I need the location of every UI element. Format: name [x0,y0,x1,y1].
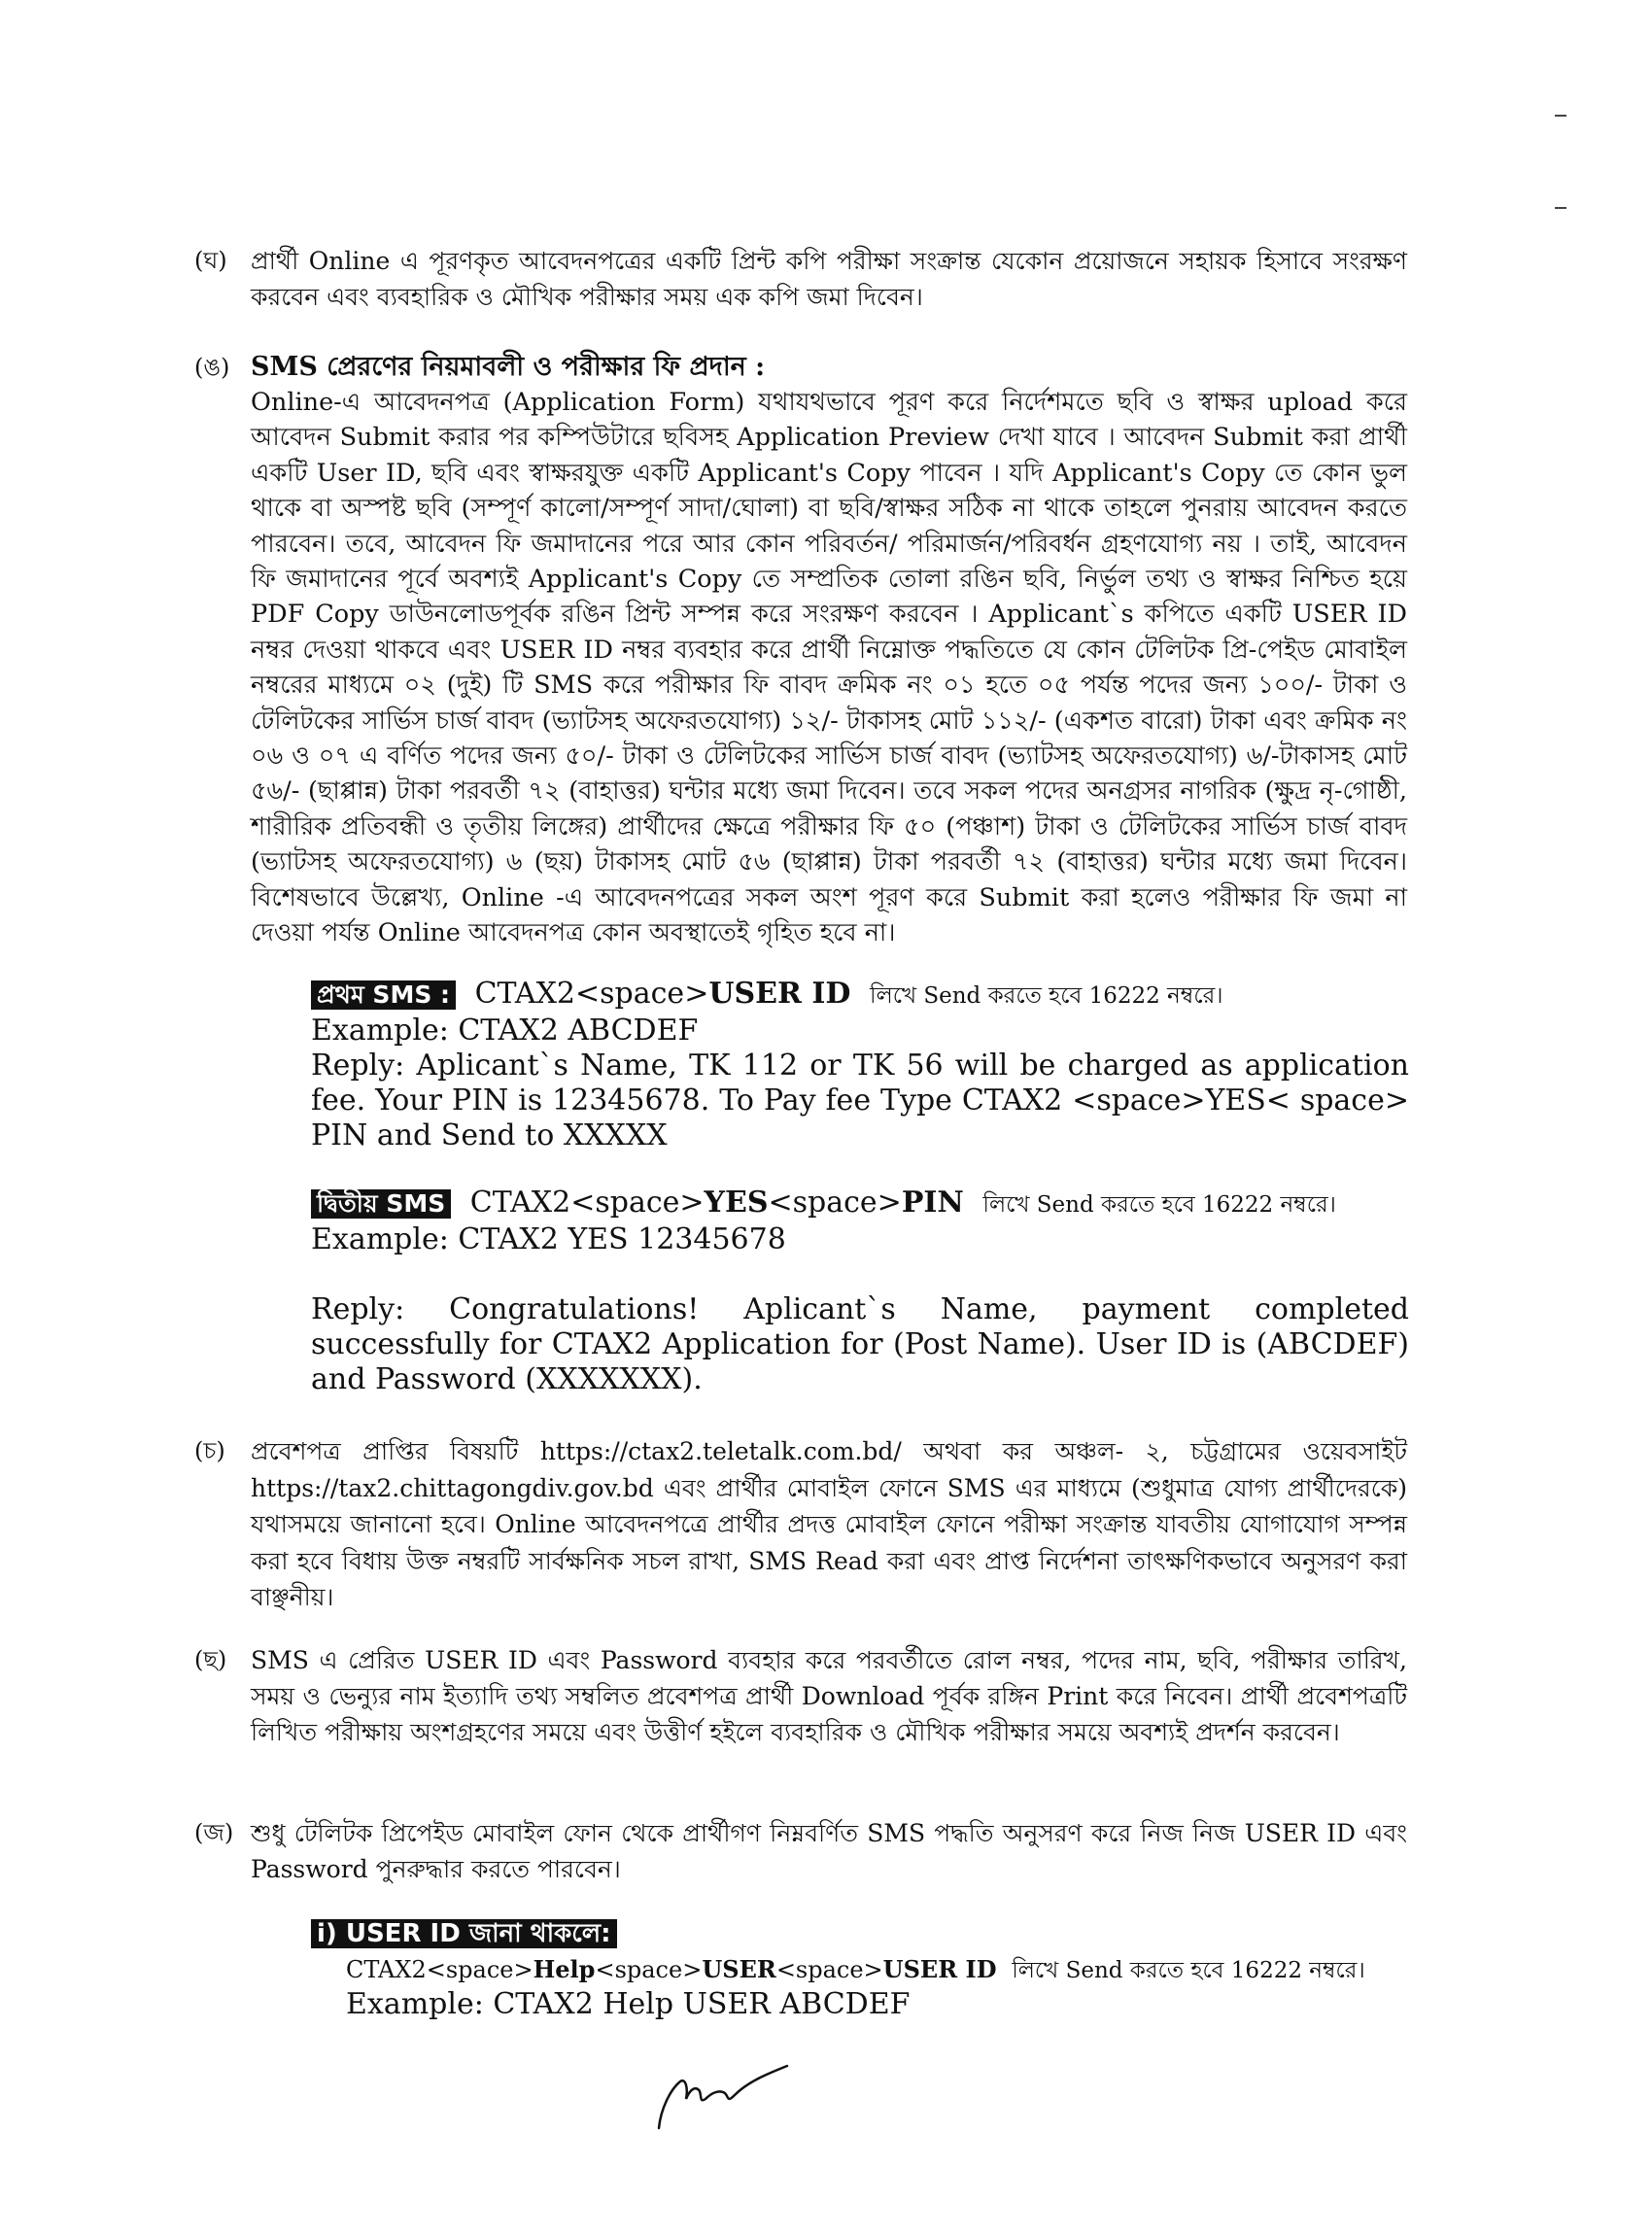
sms-keyword: YES [704,1186,769,1220]
item-number: (চ) [194,1437,225,1464]
item-number: (ছ) [194,1646,227,1673]
sms-instruction: লিখে Send করতে হবে 16222 নম্বরে। [870,983,1223,1009]
item-text: প্রবেশপত্র প্রাপ্তির বিষয়টি https://ctax2.teletalk.com.bd/ অথবা কর অঞ্চল- ২, চট্টগ্রামের ওয়েবসাইট https://tax2.chittagongdiv.gov.bd এবং প্রার্থীর মোবাইল ফোনে SMS এর মাধ্যমে (শুধুমাত্র যোগ্য প্রার্থীদেরকে) যথাসময়ে জানানো হবে। Online আবেদনপত্রে প্রার্থীর প্রদত্ত মোবাইল ফোনে পরীক্ষা সংক্রান্ত যাবতীয় যোগাযোগ সম্পন্ন করা হবে বিধায় উক্ত নম্বরটি সার্বক্ষনিক সচল রাখা, SMS Read করা এবং প্রাপ্ত নির্দেশনা তাৎক্ষণিকভাবে অনুসরণ করা বাঞ্ছনীয়। [251,1437,1407,1611]
sms-example: Example: CTAX2 YES 12345678 [311,1222,786,1256]
item-umo [194,350,1407,951]
sms-reply: Reply: Aplicant`s Name, TK 112 or TK 56 will be charged as application fee. Your PIN is 12345678. To Pay fee Type CTAX2 <space>YES< space> PIN and Send to XXXXX [311,1049,1409,1152]
signature [651,2060,797,2138]
sub-item-i [311,1919,1409,2023]
sms-tag: প্রথম SMS : [311,980,456,1010]
sms-command [311,977,1409,1014]
sms-instruction: লিখে Send করতে হবে 16222 নম্বরে। [982,1192,1336,1218]
sms-second [311,1186,1409,1397]
item-number: (ঙ) [194,354,230,381]
sms-keyword: USER [702,1955,776,1983]
sms-command [311,1186,1409,1222]
sms-reply: Reply: Congratulations! Aplicant`s Name, payment completed successfully for CTAX2 Application for (Post Name). User ID is (ABCDEF) and Password (XXXXXXX). [311,1292,1409,1396]
scan-mark [1555,115,1566,117]
item-text: প্রার্থী Online এ পূরণকৃত আবেদনপত্রের একটি প্রিন্ট কপি পরীক্ষা সংক্রান্ত যেকোন প্রয়োজনে সহায়ক হিসাবে সংরক্ষণ করবেন এবং ব্যবহারিক ও মৌখিক পরীক্ষার সময় এক কপি জমা দিবেন। [251,247,1407,311]
sms-instruction: লিখে Send করতে হবে 16222 নম্বরে। [1012,1958,1365,1983]
sms-text: <space> [768,1186,902,1220]
sms-tag: দ্বিতীয় SMS [311,1189,451,1219]
sms-text: CTAX2<space> [474,977,709,1011]
item-cha [194,1433,1407,1616]
sms-keyword: Help [533,1955,596,1983]
scan-mark [1555,207,1566,209]
sms-text: <space> [775,1956,883,1983]
item-gha [194,243,1407,315]
item-text: শুধু টেলিটক প্রিপেইড মোবাইল ফোন থেকে প্রার্থীগণ নিম্নবর্ণিত SMS পদ্ধতি অনুসরণ করে নিজ নিজ USER ID এবং Password পুনরুদ্ধার করতে পারবেন। [251,1819,1407,1883]
sms-first [311,977,1409,1153]
item-number: (জ) [194,1819,234,1846]
sms-text: CTAX2<space> [346,1956,533,1983]
sub-item-command [346,1954,1409,1986]
sub-item-example: Example: CTAX2 Help USER ABCDEF [346,1987,911,2021]
sms-keyword: PIN [901,1186,964,1220]
item-number: (ঘ) [194,247,227,274]
sms-keyword: USER ID [708,977,851,1011]
sms-example: Example: CTAX2 ABCDEF [311,1014,699,1048]
item-chha [194,1642,1407,1750]
sms-text: CTAX2<space> [469,1186,705,1220]
item-text: SMS এ প্রেরিত USER ID এবং Password ব্যবহার করে পরবর্তীতে রোল নম্বর, পদের নাম, ছবি, পরীক্ষার তারিখ, সময় ও ভেন্যুর নাম ইত্যাদি তথ্য সম্বলিত প্রবেশপত্র প্রার্থী Download পূর্বক রঙ্গিন Print করে নিবেন। প্রার্থী প্রবেশপত্রটি লিখিত পরীক্ষায় অংশগ্রহণের সময়ে এবং উত্তীর্ণ হইলে ব্যবহারিক ও মৌখিক পরীক্ষার সময়ে অবশ্যই প্রদর্শন করবেন। [251,1646,1407,1746]
item-ja [194,1815,1407,1887]
section-heading: SMS প্রেরণের নিয়মাবলী ও পরীক্ষার ফি প্রদান : [251,352,766,382]
sms-keyword: USER ID [882,1955,997,1983]
sms-text: <space> [595,1956,703,1983]
section-body: Online-এ আবেদনপত্র (Application Form) যথাযথভাবে পূরণ করে নির্দেশমতে ছবি ও স্বাক্ষর upload করে আবেদন Submit করার পর কম্পিউটারে ছবিসহ Application Preview দেখা যাবে । আবেদন Submit করা প্রার্থী একটি User ID, ছবি এবং স্বাক্ষরযুক্ত একটি Applicant's Copy পাবেন । যদি Applicant's Copy তে কোন ভুল থাকে বা অস্পষ্ট ছবি (সম্পূর্ণ কালো/সম্পূর্ণ সাদা/ঘোলা) বা ছবি/স্বাক্ষর সঠিক না থাকে তাহলে পুনরায় আবেদন করতে পারবেন। তবে, আবেদন ফি জমাদানের পরে আর কোন পরিবর্তন/ পরিমার্জন/পরিবর্ধন গ্রহণযোগ্য নয় । তাই, আবেদন ফি জমাদানের পূর্বে অবশ্যই Applicant's Copy তে সম্প্রতিক তোলা রঙিন ছবি, নির্ভুল তথ্য ও স্বাক্ষর নিশ্চিত হয়ে PDF Copy ডাউনলোডপূর্বক রঙিন প্রিন্ট সম্পন্ন করে সংরক্ষণ করবেন । Applicant`s কপিতে একটি USER ID নম্বর দেওয়া থাকবে এবং USER ID নম্বর ব্যবহার করে প্রার্থী নিম্নোক্ত পদ্ধতিতে যে কোন টেলিটক প্রি-পেইড মোবাইল নম্বরের মাধ্যমে ০২ (দুই) টি SMS করে পরীক্ষার ফি বাবদ ক্রমিক নং ০১ হতে ০৫ পর্যন্ত পদের জন্য ১০০/- টাকা ও টেলিটকের সার্ভিস চার্জ বাবদ (ভ্যাটসহ অফেরতযোগ্য) ১২/- টাকাসহ মোট ১১২/- (একশত বারো) টাকা এবং ক্রমিক নং ০৬ ও ০৭ এ বর্ণিত পদের জন্য ৫০/- টাকা ও টেলিটকের সার্ভিস চার্জ বাবদ (ভ্যাটসহ অফেরতযোগ্য) ৬/-টাকাসহ মোট ৫৬/- (ছাপ্পান্ন) টাকা পরবর্তী ৭২ (বাহাত্তর) ঘন্টার মধ্যে জমা দিবেন। তবে সকল পদের অনগ্রসর নাগরিক (ক্ষুদ্র নৃ-গোষ্ঠী, শারীরিক প্রতিবন্ধী ও তৃতীয় লিঙ্গের) প্রার্থীদের ক্ষেত্রে পরীক্ষার ফি ৫০ (পঞ্চাশ) টাকা ও টেলিটকের সার্ভিস চার্জ বাবদ (ভ্যাটসহ অফেরতযোগ্য) ৬ (ছয়) টাকাসহ মোট ৫৬ (ছাপ্পান্ন) টাকা পরবর্তী ৭২ (বাহাত্তর) ঘন্টার মধ্যে জমা দিবেন। বিশেষভাবে উল্লেখ্য, Online -এ আবেদনপত্রের সকল অংশ পূরণ করে Submit করা হলেও পরীক্ষার ফি জমা না দেওয়া পর্যন্ত Online আবেদনপত্র কোন অবস্থাতেই গৃহিত হবে না। [251,388,1407,948]
sub-item-tag: i) USER ID জানা থাকলে: [311,1919,617,1948]
